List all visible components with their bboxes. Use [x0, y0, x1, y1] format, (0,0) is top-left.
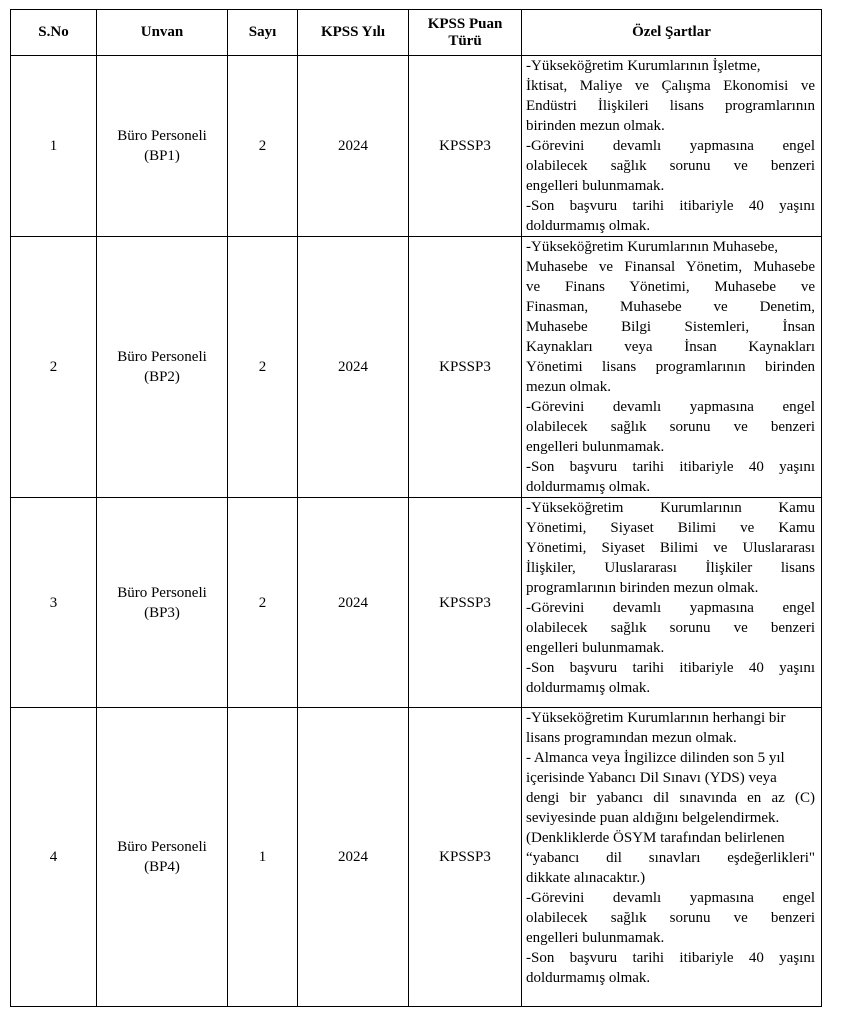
- condition-line: dikkate alınacaktır.): [526, 870, 646, 886]
- condition-line: -Son başvuru tarihi itibariyle 40 yaşını: [526, 198, 815, 214]
- header-kpss-yili: KPSS Yılı: [298, 10, 409, 56]
- header-unvan: Unvan: [97, 10, 228, 56]
- cell-kpss-yili: 2024: [298, 237, 409, 498]
- condition-line: -Yükseköğretim Kurumlarının Muhasebe,: [526, 239, 779, 255]
- cell-unvan: [97, 708, 228, 1007]
- cell-sno: 4: [11, 708, 97, 1007]
- header-kpss-puan-turu-line1: KPSS Puan: [427, 15, 503, 32]
- header-sno: S.No: [11, 10, 97, 56]
- condition-line: olabilecek sağlık sorunu ve benzeri: [526, 910, 815, 926]
- condition-line: -Yükseköğretim Kurumlarının herhangi bir: [526, 710, 786, 726]
- header-ozel-sartlar: Özel Şartlar: [522, 10, 822, 56]
- cell-unvan-line1: Büro Personeli: [117, 839, 207, 855]
- positions-table: [10, 9, 822, 1007]
- condition-line: (Denkliklerde ÖSYM tarafından belirlenen: [526, 830, 785, 846]
- condition-line: “yabancı dil sınavları eşdeğerlikleri": [526, 850, 815, 866]
- cell-sno: 1: [11, 56, 97, 237]
- cell-unvan-line1: Büro Personeli: [117, 128, 207, 144]
- condition-line: engelleri bulunmamak.: [526, 930, 665, 946]
- cell-sno: 3: [11, 498, 97, 708]
- cell-sayi: 2: [228, 237, 298, 498]
- cell-puan-turu: KPSSP3: [409, 237, 522, 498]
- condition-line: -Yükseköğretim Kurumlarının Kamu: [526, 500, 815, 516]
- condition-line: engelleri bulunmamak.: [526, 439, 665, 455]
- cell-unvan-line2: (BP1): [144, 148, 180, 164]
- table-row: [11, 708, 822, 1007]
- header-kpss-puan-turu: [409, 10, 522, 56]
- cell-kpss-yili: 2024: [298, 708, 409, 1007]
- condition-line: -Görevini devamlı yapmasına engel: [526, 399, 815, 415]
- condition-line: Endüstri İlişkileri lisans programlarının: [526, 98, 815, 114]
- condition-line: doldurmamış olmak.: [526, 970, 651, 986]
- cell-unvan: [97, 237, 228, 498]
- cell-unvan-line1: Büro Personeli: [117, 584, 207, 601]
- condition-line: İlişkiler, Uluslararası İlişkiler lisans: [526, 560, 815, 576]
- condition-line: dengi bir yabancı dil sınavında en az (C): [526, 790, 815, 806]
- condition-line: mezun olmak.: [526, 379, 611, 395]
- condition-line: Finasman, Muhasebe ve Denetim,: [526, 299, 815, 315]
- condition-line: Muhasebe Bilgi Sistemleri, İnsan: [526, 319, 815, 335]
- condition-line: Yönetimi, Siyaset Bilimi ve Uluslararası: [526, 540, 815, 556]
- cell-conditions: [522, 498, 822, 708]
- cell-kpss-yili: 2024: [298, 56, 409, 237]
- header-sayi: Sayı: [228, 10, 298, 56]
- table-row: [11, 237, 822, 498]
- cell-sayi: 2: [228, 56, 298, 237]
- condition-line: lisans programından mezun olmak.: [526, 730, 737, 746]
- cell-conditions: [522, 237, 822, 498]
- condition-line: olabilecek sağlık sorunu ve benzeri: [526, 419, 815, 435]
- cell-sayi: 2: [228, 498, 298, 708]
- condition-line: doldurmamış olmak.: [526, 218, 651, 234]
- cell-unvan-line1: Büro Personeli: [117, 349, 207, 365]
- condition-line: -Son başvuru tarihi itibariyle 40 yaşını: [526, 950, 815, 966]
- condition-line: İktisat, Maliye ve Çalışma Ekonomisi ve: [526, 78, 815, 94]
- cell-puan-turu: KPSSP3: [409, 498, 522, 708]
- condition-line: -Son başvuru tarihi itibariyle 40 yaşını: [526, 459, 815, 475]
- condition-line: programlarının birinden mezun olmak.: [526, 580, 759, 596]
- header-kpss-puan-turu-line2: Türü: [448, 32, 482, 49]
- cell-unvan-line2: (BP2): [144, 369, 180, 385]
- condition-line: engelleri bulunmamak.: [526, 178, 665, 194]
- cell-unvan-line2: (BP3): [144, 604, 180, 621]
- condition-line: -Yükseköğretim Kurumlarının İşletme,: [526, 58, 761, 74]
- cell-sno: 2: [11, 237, 97, 498]
- condition-line: engelleri bulunmamak.: [526, 640, 665, 656]
- cell-sayi: 1: [228, 708, 298, 1007]
- condition-line: Yönetimi, Siyaset Bilimi ve Kamu: [526, 520, 815, 536]
- cell-conditions: [522, 708, 822, 1007]
- cell-unvan: [97, 498, 228, 708]
- cell-kpss-yili: 2024: [298, 498, 409, 708]
- table-row: [11, 498, 822, 708]
- condition-line: -Görevini devamlı yapmasına engel: [526, 138, 815, 154]
- condition-line: içerisinde Yabancı Dil Sınavı (YDS) veya: [526, 770, 777, 786]
- condition-line: -Görevini devamlı yapmasına engel: [526, 890, 815, 906]
- cell-puan-turu: KPSSP3: [409, 708, 522, 1007]
- header-row: [11, 10, 822, 56]
- condition-line: birinden mezun olmak.: [526, 118, 665, 134]
- cell-unvan-line2: (BP4): [144, 859, 180, 875]
- condition-line: doldurmamış olmak.: [526, 479, 651, 495]
- condition-line: doldurmamış olmak.: [526, 680, 651, 696]
- condition-line: Kaynakları veya İnsan Kaynakları: [526, 339, 815, 355]
- cell-puan-turu: KPSSP3: [409, 56, 522, 237]
- condition-line: -Görevini devamlı yapmasına engel: [526, 600, 815, 616]
- condition-line: -Son başvuru tarihi itibariyle 40 yaşını: [526, 660, 815, 676]
- condition-line: seviyesinde puan aldığını belgelendirmek.: [526, 810, 780, 826]
- condition-line: olabilecek sağlık sorunu ve benzeri: [526, 158, 815, 174]
- condition-line: - Almanca veya İngilizce dilinden son 5 yıl: [526, 750, 785, 766]
- condition-line: olabilecek sağlık sorunu ve benzeri: [526, 620, 815, 636]
- cell-conditions: [522, 56, 822, 237]
- condition-line: ve Finans Yönetimi, Muhasebe ve: [526, 279, 815, 295]
- cell-unvan: [97, 56, 228, 237]
- condition-line: Muhasebe ve Finansal Yönetim, Muhasebe: [526, 259, 815, 275]
- table-row: [11, 56, 822, 237]
- condition-line: Yönetimi lisans programlarının birinden: [526, 359, 815, 375]
